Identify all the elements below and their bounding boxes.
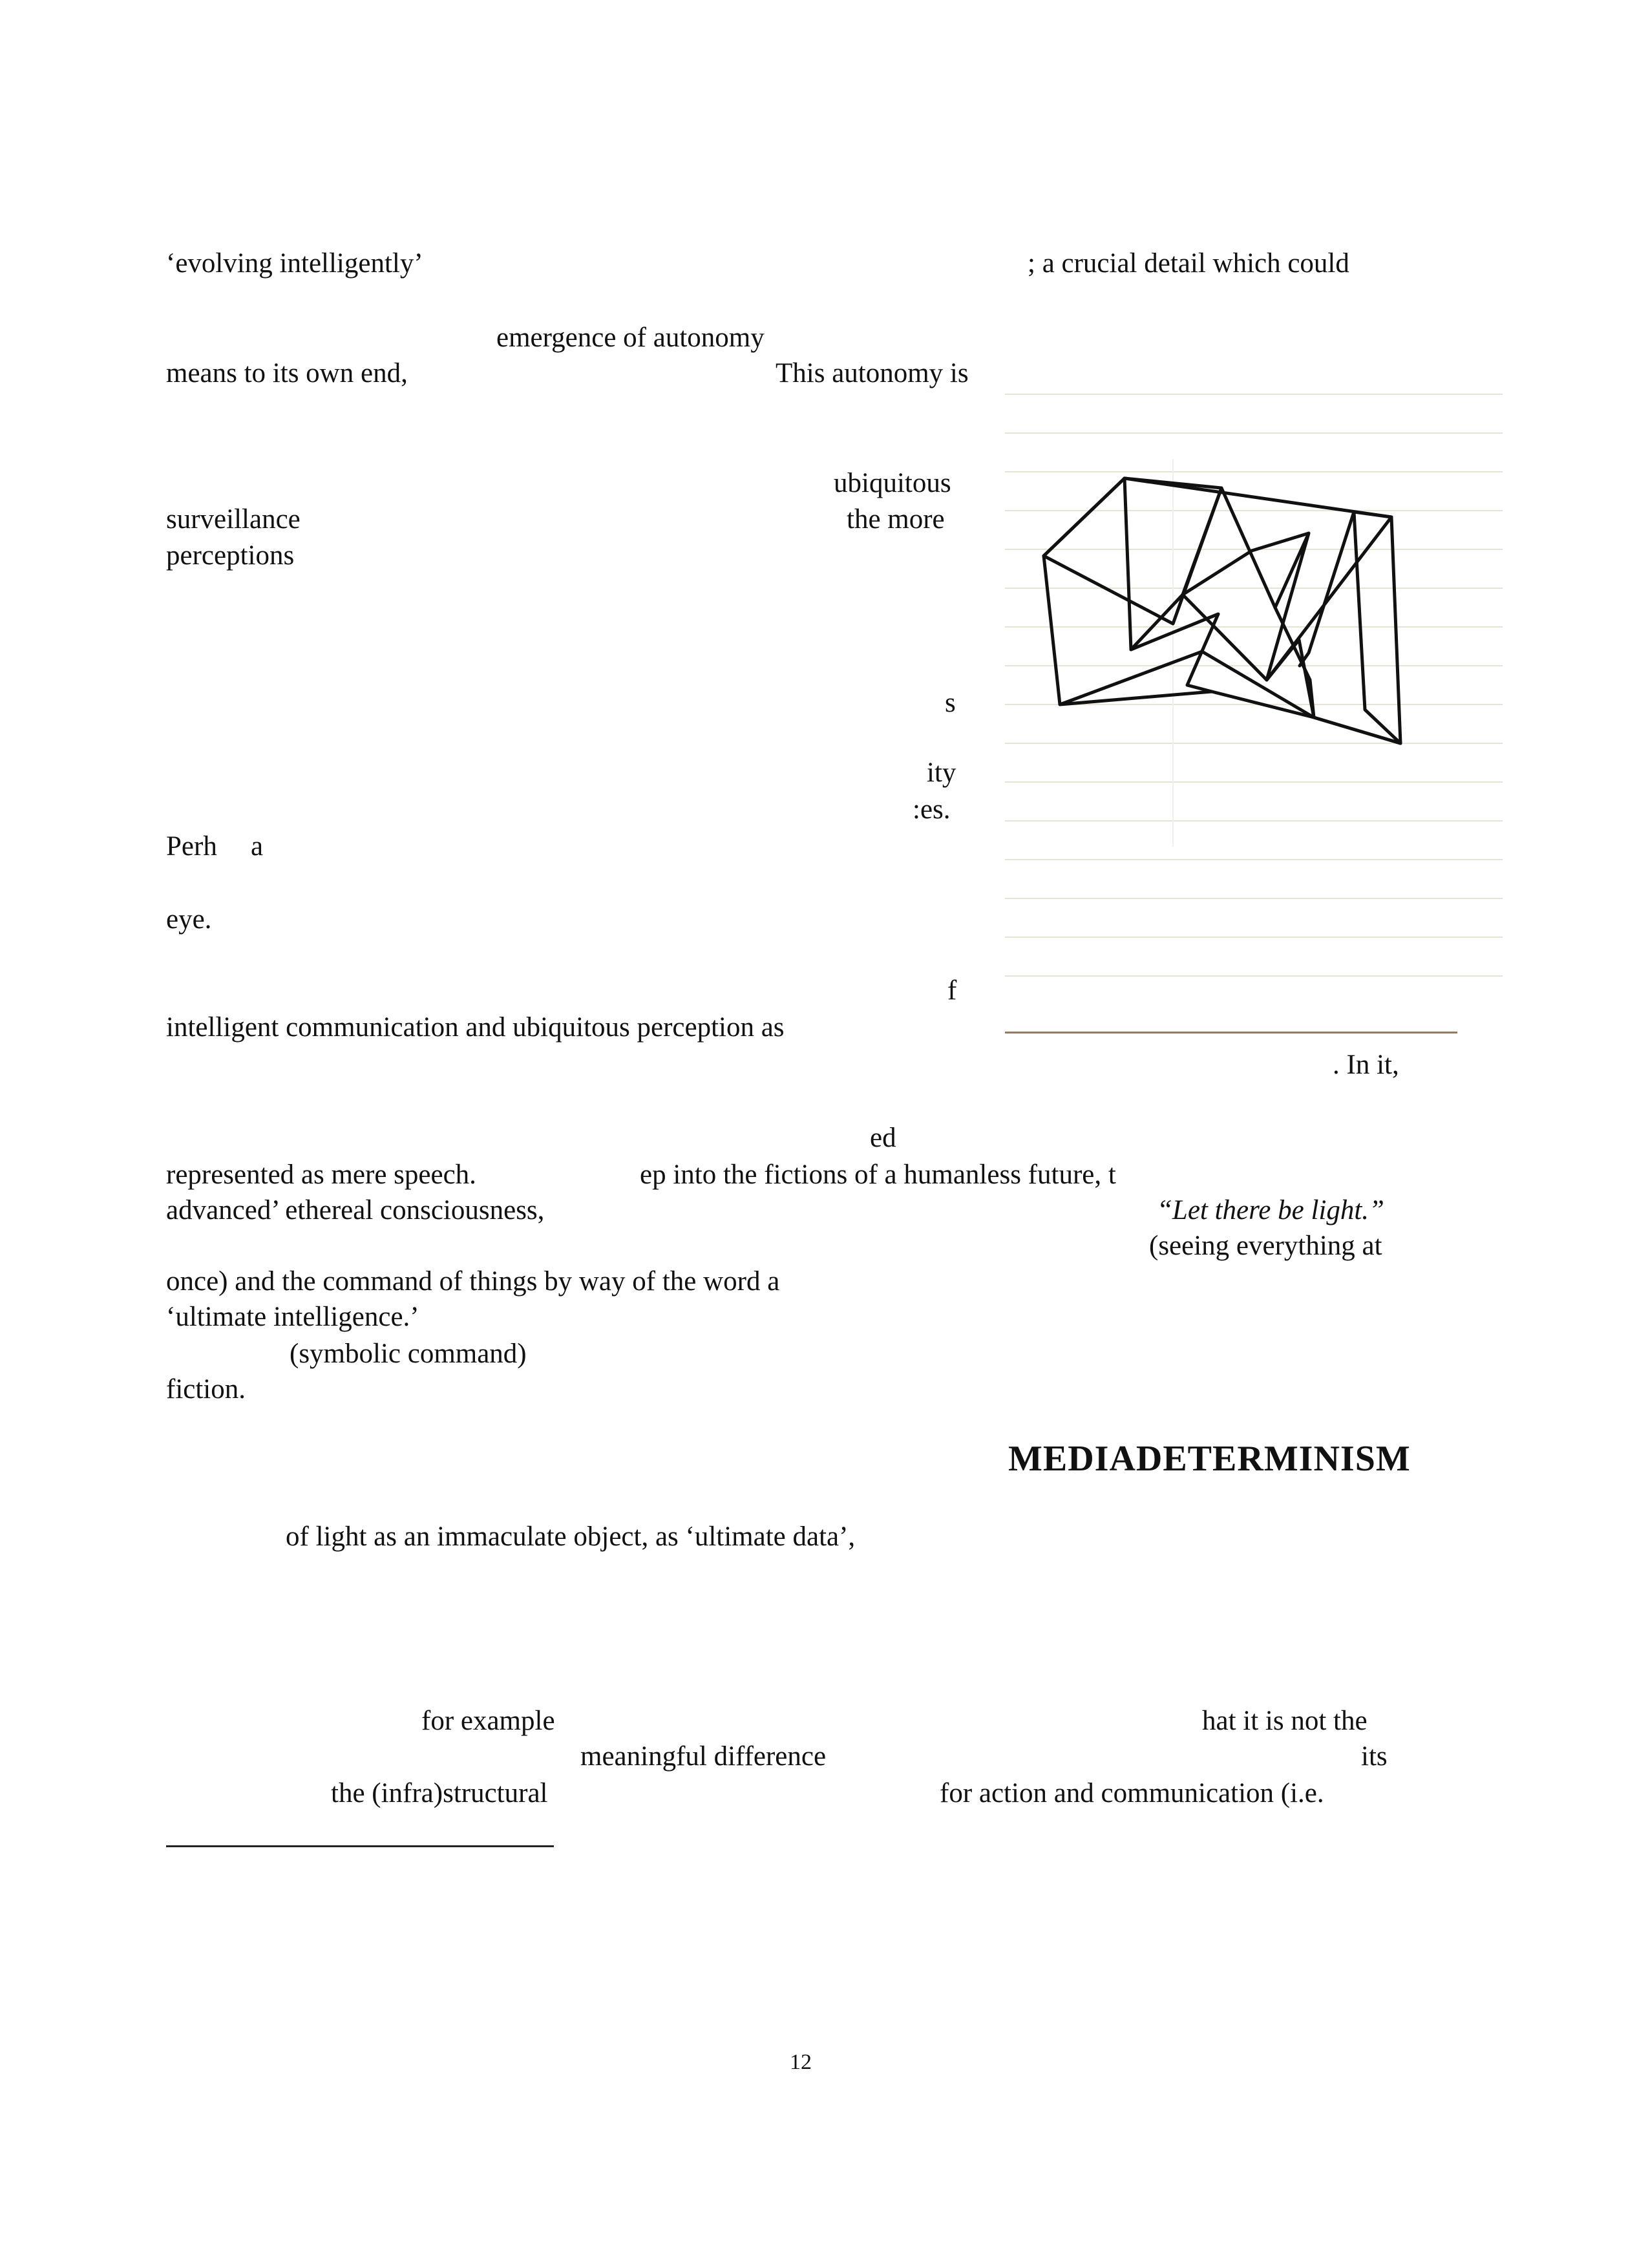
text-line: ed — [870, 1123, 896, 1153]
text-line: of light as an immaculate object, as ‘ultimate data’, — [286, 1521, 856, 1552]
text-line: . In it, — [1333, 1050, 1399, 1080]
underline-rule — [1005, 1032, 1457, 1033]
quote-text: “Let there be light.” — [1157, 1195, 1384, 1225]
text-line: the more — [847, 504, 945, 535]
text-line: its — [1361, 1741, 1388, 1772]
text-line: ‘evolving intelligently’ — [166, 248, 423, 279]
text-line: (symbolic command) — [290, 1339, 527, 1369]
text-line: a — [251, 831, 264, 862]
text-line: once) and the command of things by way of the word a — [166, 1266, 780, 1297]
page-number: 12 — [790, 2050, 812, 2074]
text-line: for example — [421, 1706, 555, 1736]
text-line: ‘ultimate intelligence.’ — [166, 1302, 419, 1332]
footnote-rule — [166, 1845, 554, 1847]
text-line: the (infra)structural — [331, 1778, 548, 1808]
text-line: This autonomy is — [776, 358, 969, 388]
text-line: hat it is not the — [1202, 1706, 1368, 1736]
text-line: ; a crucial detail which could — [1028, 248, 1349, 279]
text-line: ep into the fictions of a humanless future, t — [640, 1160, 1116, 1190]
text-line: meaningful difference — [580, 1741, 827, 1772]
text-line: advanced’ ethereal consciousness, — [166, 1195, 545, 1225]
sketch-drawing — [1005, 381, 1503, 1041]
text-line: ubiquitous — [834, 468, 951, 498]
text-line: emergence of autonomy — [496, 323, 765, 353]
text-line: represented as mere speech. — [166, 1160, 476, 1190]
text-line: Perh — [166, 831, 217, 862]
text-line: s — [945, 688, 956, 718]
section-heading: MEDIADETERMINISM — [1008, 1439, 1411, 1479]
text-line: f — [947, 975, 957, 1006]
text-line: for action and communication (i.e. — [940, 1778, 1324, 1808]
text-line: :es. — [913, 794, 951, 825]
text-line: (seeing everything at — [1149, 1231, 1382, 1261]
text-line: fiction. — [166, 1374, 246, 1404]
text-line: intelligent communication and ubiquitous perception as — [166, 1012, 785, 1043]
text-line: perceptions — [166, 540, 295, 571]
text-line: ity — [927, 758, 956, 788]
text-line: eye. — [166, 904, 212, 935]
text-line: surveillance — [166, 504, 301, 535]
text-line: means to its own end, — [166, 358, 408, 388]
